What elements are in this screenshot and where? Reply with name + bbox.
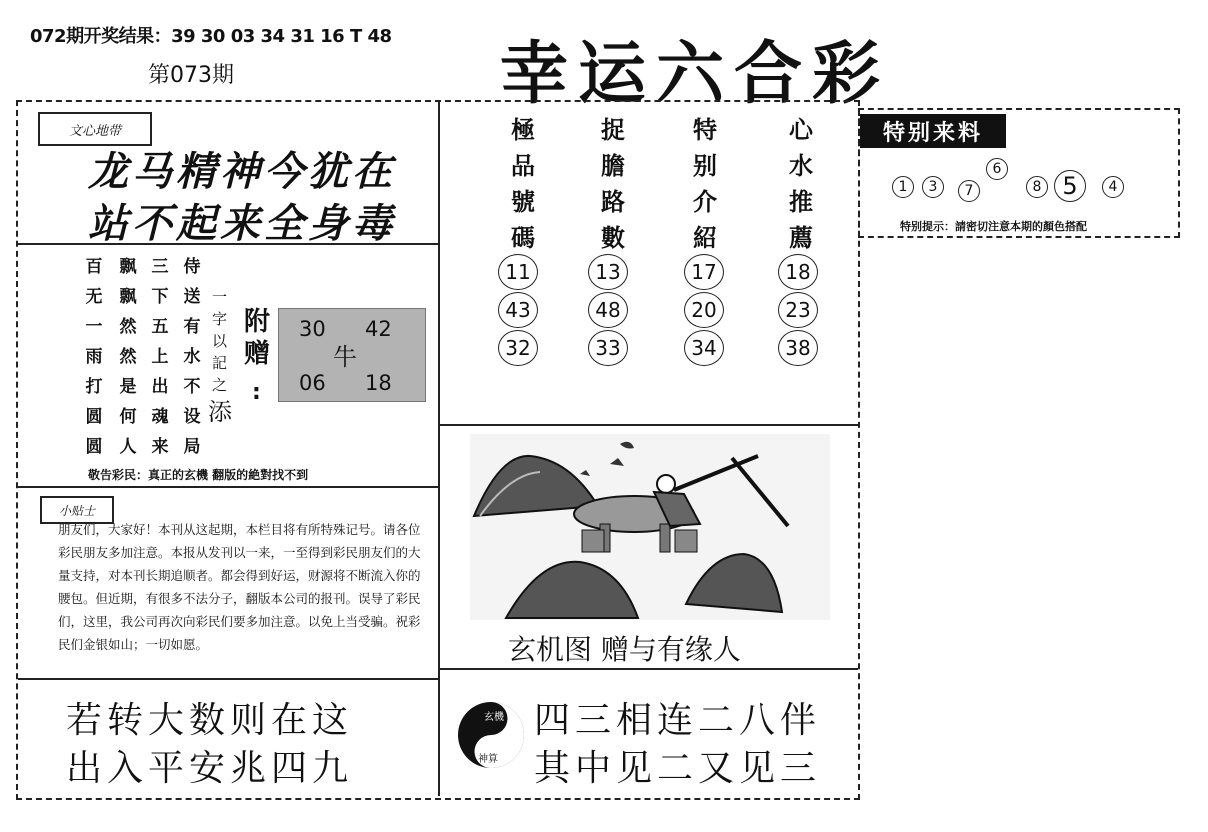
pick-ball: 32 xyxy=(498,330,538,366)
pick-column-head: 捉膽路數 xyxy=(601,115,625,252)
special-number: 6 xyxy=(986,158,1008,180)
gift-label: 附赠 xyxy=(244,307,271,369)
verse-right-2: 其中见二又见三 xyxy=(534,748,822,789)
riddle-line-2: 站不起来全身毒 xyxy=(88,200,396,247)
pick-ball: 11 xyxy=(498,254,538,290)
picture-caption: 玄机图 赠与有缘人 xyxy=(508,633,741,666)
gift-number: 30 xyxy=(299,317,326,341)
special-number: 8 xyxy=(1026,176,1048,198)
riddle-line-1: 龙马精神今犹在 xyxy=(88,148,396,195)
pick-column-head: 極品號碼 xyxy=(511,115,535,252)
riddle-picture xyxy=(470,434,830,620)
special-number: 5 xyxy=(1054,170,1086,202)
poem-column-2: 飘飘然然是何人 xyxy=(119,257,137,457)
divider-right-1 xyxy=(440,424,858,426)
divider-left-2 xyxy=(18,486,438,488)
pick-column-head: 特别介紹 xyxy=(693,115,717,252)
pick-column-head: 心水推薦 xyxy=(789,115,813,252)
poem-column-4: 侍送有水不设局 xyxy=(183,257,201,457)
emblem-bottom-text: 神算 xyxy=(478,754,498,765)
special-title: 特别来料 xyxy=(860,114,1006,148)
gift-number: 06 xyxy=(299,371,326,395)
special-number: 7 xyxy=(958,180,980,202)
pick-ball: 43 xyxy=(498,292,538,328)
pick-ball: 38 xyxy=(778,330,818,366)
last-result-numbers: 39 30 03 34 31 16 T 48 xyxy=(171,26,392,47)
pick-ball: 18 xyxy=(778,254,818,290)
last-result xyxy=(30,22,392,48)
poem-column-1: 百无一雨打圆圆 xyxy=(85,257,103,457)
pick-ball: 17 xyxy=(684,254,724,290)
side-label: 一字以記之 xyxy=(212,288,228,394)
pick-ball: 34 xyxy=(684,330,724,366)
special-number: 4 xyxy=(1102,176,1124,198)
gift-number: 42 xyxy=(365,317,392,341)
notice-badge: 小贴士 xyxy=(40,496,114,524)
last-result-label: 072期开奖结果： xyxy=(30,26,172,47)
page-title: 幸运六合彩 xyxy=(500,34,891,114)
side-char: 添 xyxy=(208,398,232,426)
special-tip: 特别提示：請密切注意本期的顏色搭配 xyxy=(900,220,1087,233)
gift-box xyxy=(278,308,426,402)
verse-left-2: 出入平安兆四九 xyxy=(66,748,354,789)
gift-number: 18 xyxy=(365,371,392,395)
pick-ball: 33 xyxy=(588,330,628,366)
pick-ball: 13 xyxy=(588,254,628,290)
emblem-top-text: 玄機 xyxy=(484,712,504,723)
section-badge: 文心地带 xyxy=(38,112,152,146)
verse-right-1: 四三相连二八伴 xyxy=(534,700,822,741)
issue-number: 第073期 xyxy=(148,63,234,88)
divider-left-3 xyxy=(18,678,438,680)
gift-zodiac: 牛 xyxy=(333,343,357,371)
gift-colon: : xyxy=(252,380,261,405)
special-number: 3 xyxy=(922,176,944,198)
special-number: 1 xyxy=(892,176,914,198)
poem-column-3: 三下五上出魂来 xyxy=(151,257,169,457)
pick-ball: 20 xyxy=(684,292,724,328)
pick-ball: 23 xyxy=(778,292,818,328)
divider-right-2 xyxy=(440,668,858,670)
warning-note: 敬告彩民：真正的玄機 翻版的絶對找不到 xyxy=(88,468,309,482)
verse-left-1: 若转大数则在这 xyxy=(66,700,354,741)
notice-text: 朋友们，大家好！本刊从这起期，本栏目将有所特殊记号。请各位彩民朋友多加注意。本报从发刊以一来，一至得到彩民朋友们的大量支持，对本刊长期追顺者。都会得到好运，财源将不断流入你的腰包。但近期，有很多不法分子，翻版本公司的报刊。误导了彩民们，这里，我公司再次向彩民们要多加注意。以免上当受骗。祝彩民们金银如山；一切如愿。 xyxy=(58,522,421,652)
yin-yang-icon xyxy=(456,700,526,770)
divider-vertical xyxy=(438,102,440,796)
pick-ball: 48 xyxy=(588,292,628,328)
